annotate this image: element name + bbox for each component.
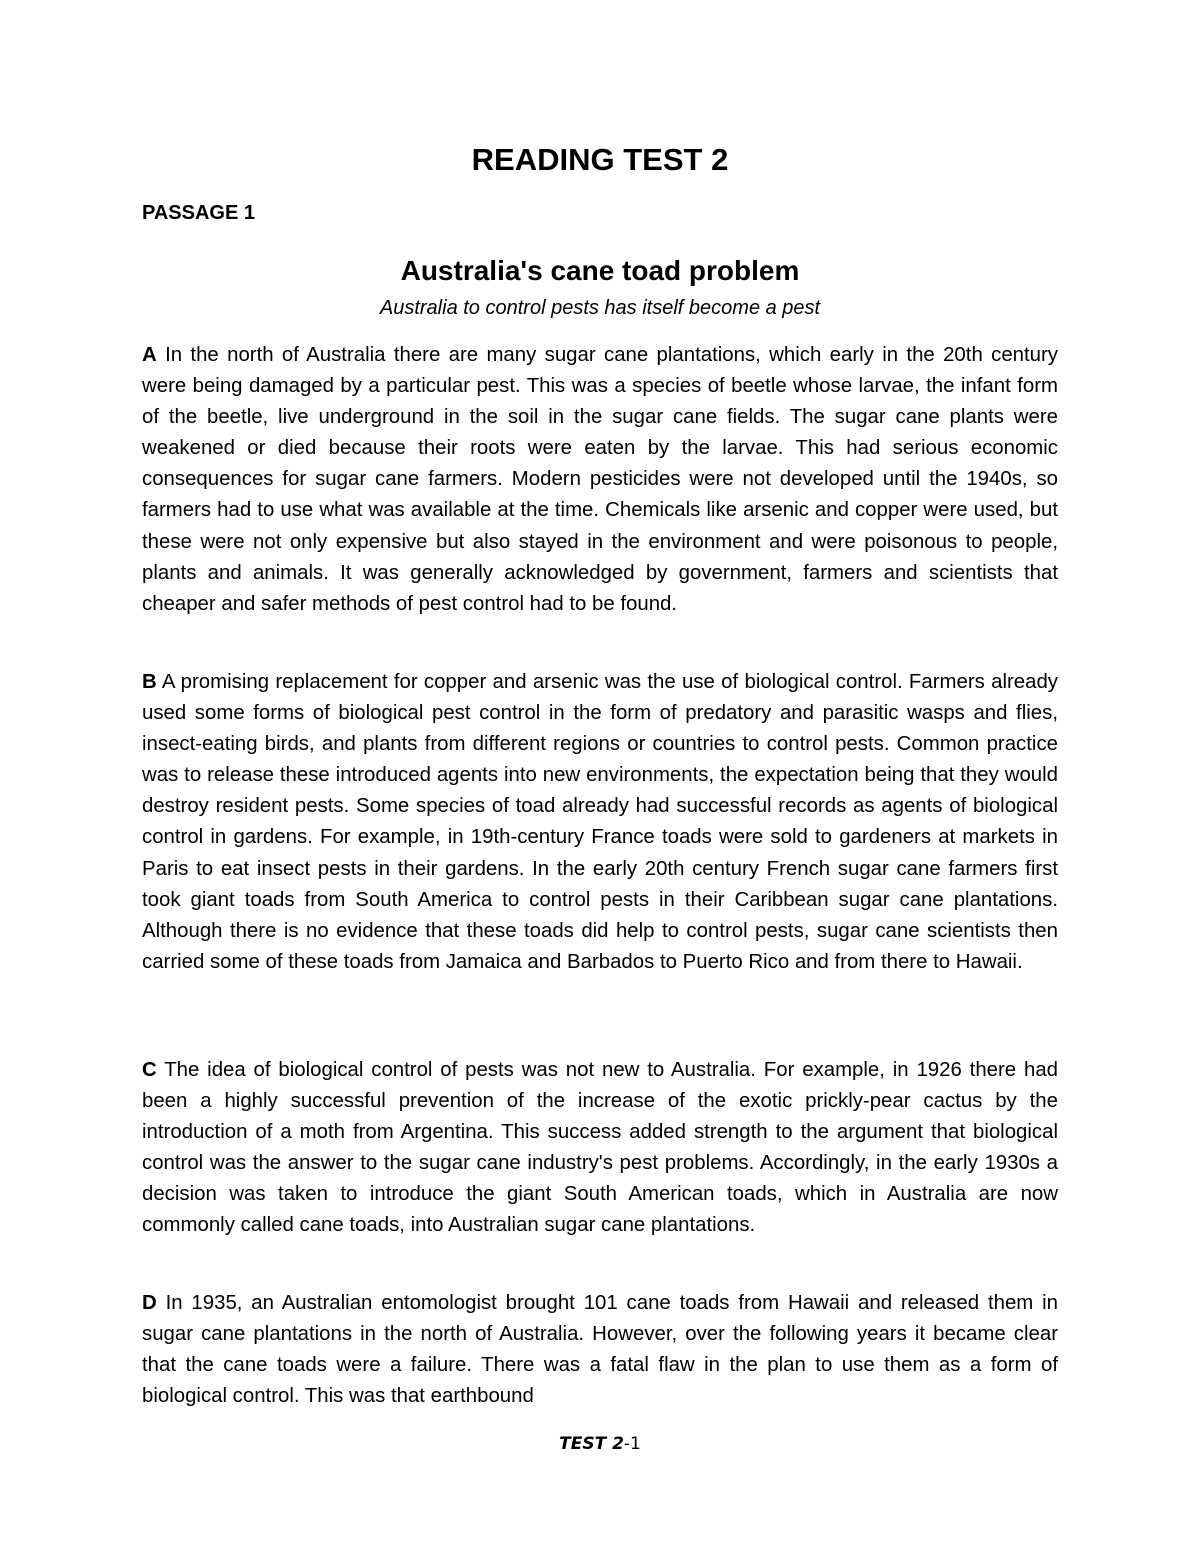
paragraph-letter: D [142, 1292, 157, 1314]
paragraph-letter: B [142, 671, 157, 693]
paragraph-text: A promising replacement for copper and arsenic was the use of biological control. Farmers already used some forms of biological pest control in the form of predatory and parasitic wasps and flies, insect-eating birds, and plants from different regions or countries to control pests. Common practice was to release these introduced agents into new environments, the expectation being that they would destroy resident pests. Some species of toad already had successful records as agents of biological control in gardens. For example, in 19th-century France toads were sold to gardeners at markets in Paris to eat insect pests in their gardens. In the early 20th century French sugar cane farmers first took giant toads from South America to control pests in their Caribbean sugar cane plantations. Although there is no evidence that these toads did help to control pests, sugar cane scientists then carried some of these toads from Jamaica and Barbados to Puerto Rico and from there to Hawaii. [142, 671, 1058, 973]
article-title: Australia's cane toad problem [400, 255, 800, 286]
test-title: READING TEST 2 [471, 142, 729, 177]
footer-page-number: -1 [623, 1434, 641, 1454]
paragraph-c [142, 1055, 1058, 1242]
paragraph-text: In 1935, an Australian entomologist brought 101 cane toads from Hawaii and released them in sugar cane plantations in the north of Australia. However, over the following years it became clear that the cane toads were a failure. There was a fatal flaw in the plan to use them as a form of biological control. This was that earthbound [142, 1292, 1058, 1408]
page-footer [0, 1432, 1200, 1456]
paragraph-d [142, 1288, 1058, 1412]
footer-label: TEST 2 [559, 1434, 624, 1454]
paragraph-letter: A [142, 344, 157, 366]
paragraph-text: In the north of Australia there are many sugar cane plantations, which early in the 20th century were being damaged by a particular pest. This was a species of beetle whose larvae, the infant form of the beetle, live underground in the soil in the sugar cane fields. The sugar cane plants were weakened or died because their roots were eaten by the larvae. This had serious economic consequences for sugar cane farmers. Modern pesticides were not developed until the 1940s, so farmers had to use what was available at the time. Chemicals like arsenic and copper were used, but these were not only expensive but also stayed in the environment and were poisonous to people, plants and animals. It was generally acknowledged by government, farmers and scientists that cheaper and safer methods of pest control had to be found. [142, 344, 1058, 615]
article-subtitle: Australia to control pests has itself become a pest [379, 297, 821, 319]
passage-label: PASSAGE 1 [142, 202, 255, 224]
paragraph-b [142, 667, 1058, 978]
paragraph-text: The idea of biological control of pests was not new to Australia. For example, in 1926 there had been a highly successful prevention of the increase of the exotic prickly-pear cactus by the introduction of a moth from Argentina. This success added strength to the argument that biological control was the answer to the sugar cane industry's pest problems. Accordingly, in the early 1930s a decision was taken to introduce the giant South American toads, which in Australia are now commonly called cane toads, into Australian sugar cane plantations. [142, 1059, 1058, 1237]
paragraph-letter: C [142, 1059, 157, 1081]
paragraph-a [142, 340, 1058, 620]
